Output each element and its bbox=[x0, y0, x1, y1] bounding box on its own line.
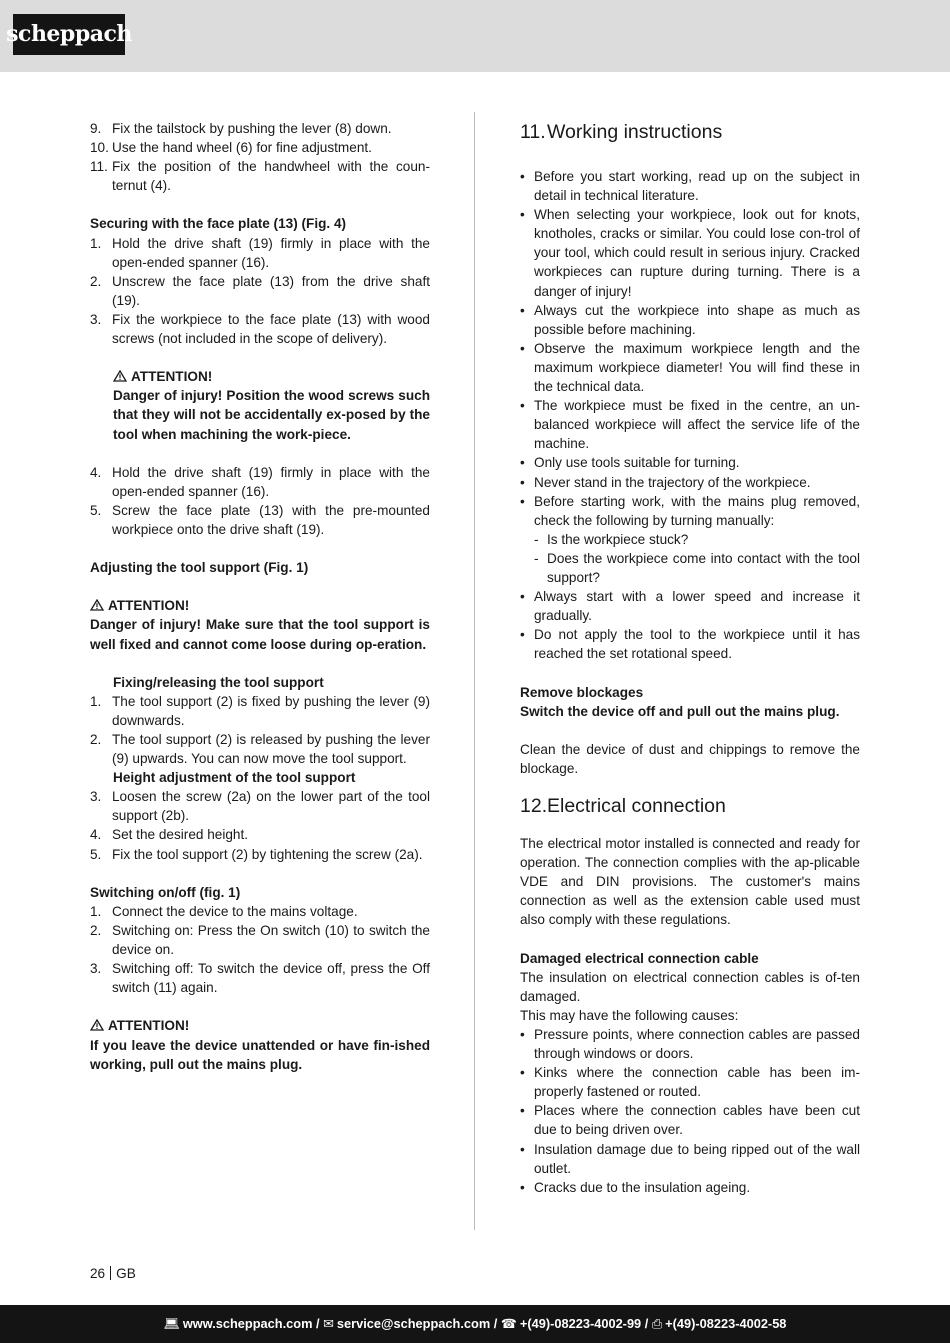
list-item: 5. Screw the face plate (13) with the pre-mounted workpiece onto the drive shaft (19). bbox=[90, 502, 430, 537]
list-item: 1. The tool support (2) is fixed by pushing the lever (9) downwards. bbox=[90, 693, 430, 728]
list-item: 2. Switching on: Press the On switch (10) to switch the device on. bbox=[90, 922, 430, 958]
bullet-item: • Insulation damage due to being ripped out of the wall outlet. bbox=[520, 1141, 860, 1176]
left-column bbox=[90, 119, 430, 1074]
section-11-heading: 11.Working instructions bbox=[520, 121, 723, 143]
warning-icon bbox=[90, 1019, 104, 1031]
faceplate-heading: Securing with the face plate (13) (Fig. 4) bbox=[90, 216, 347, 232]
bullet-item: • Cracks due to the insulation ageing. bbox=[520, 1179, 751, 1195]
sub-bullet-item: - Does the workpiece come into contact with the tool support? bbox=[534, 550, 860, 585]
bullet-item: • Do not apply the tool to the workpiece until it has reached the set rotational speed. bbox=[520, 627, 860, 662]
bullet-item: • Before you start working, read up on the subject in detail in technical literature. bbox=[520, 169, 860, 204]
bullet-item: • Never stand in the trajectory of the workpiece. bbox=[520, 474, 811, 490]
list-item: 4. Set the desired height. bbox=[90, 827, 249, 843]
warning-icon bbox=[90, 599, 104, 611]
footer-email-link[interactable]: service@scheppach.com bbox=[336, 1316, 491, 1332]
toolsupport-heading: Adjusting the tool support (Fig. 1) bbox=[90, 560, 309, 576]
list-item: 4. Hold the drive shaft (19) firmly in place with the open-ended spanner (16). bbox=[90, 464, 430, 499]
fixing-heading: Fixing/releasing the tool support bbox=[113, 674, 324, 690]
page-number: 26 GB bbox=[90, 1266, 136, 1281]
attention-box bbox=[90, 367, 430, 443]
switching-heading: Switching on/off (fig. 1) bbox=[90, 884, 241, 900]
column-divider bbox=[474, 112, 475, 1230]
page-header bbox=[0, 0, 950, 72]
attention-title: ATTENTION! bbox=[108, 598, 190, 614]
cable-causes-intro: This may have the following causes: bbox=[520, 1007, 739, 1023]
bullet-item: • Before starting work, with the mains plug removed, check the following by turning manually: bbox=[520, 493, 860, 528]
brand-logo[interactable]: scheppach bbox=[13, 14, 125, 55]
list-item: 1. Hold the drive shaft (19) firmly in place with the open-ended spanner (16). bbox=[90, 235, 430, 270]
bullet-item: • The workpiece must be fixed in the centre, an un-balanced workpiece will affect the service life of the machine. bbox=[520, 398, 860, 452]
computer-icon: 💻︎ bbox=[163, 1316, 180, 1332]
sub-bullet-item: - Is the workpiece stuck? bbox=[534, 531, 689, 547]
list-item: 2. Unscrew the face plate (13) from the drive shaft (19). bbox=[90, 273, 430, 308]
mail-icon: ✉︎ bbox=[323, 1316, 334, 1332]
section-12-heading: 12.Electrical connection bbox=[520, 795, 726, 817]
list-item: 3. Loosen the screw (2a) on the lower part of the tool support (2b). bbox=[90, 789, 430, 824]
list-item: 11. Fix the position of the handwheel with the coun-ternut (4). bbox=[90, 159, 430, 194]
footer-fax: +(49)-08223-4002-58 bbox=[665, 1316, 787, 1332]
list-item: 3. Switching off: To switch the device off, press the Off switch (11) again. bbox=[90, 961, 430, 996]
list-item: 2. The tool support (2) is released by pushing the lever (9) upwards. You can now move the tool support. bbox=[90, 732, 430, 767]
attention-text: Danger of injury! Position the wood screws such that they will not be accidentally ex-posed by the tool when machining the work-piece. bbox=[113, 388, 430, 442]
height-heading: Height adjustment of the tool support bbox=[113, 770, 356, 786]
cable-text: The insulation on electrical connection cables is of-ten damaged. bbox=[520, 969, 860, 1004]
list-item: 10. Use the hand wheel (6) for fine adjustment. bbox=[90, 140, 372, 156]
attention-title: ATTENTION! bbox=[108, 1018, 190, 1034]
blockage-text: Clean the device of dust and chippings to remove the blockage. bbox=[520, 741, 860, 776]
blockage-warning: Switch the device off and pull out the mains plug. bbox=[520, 703, 840, 719]
cable-heading: Damaged electrical connection cable bbox=[520, 950, 759, 966]
footer-web-link[interactable]: www.scheppach.com bbox=[182, 1316, 313, 1332]
bullet-item: • Only use tools suitable for turning. bbox=[520, 455, 740, 471]
page-footer: 💻︎ www.scheppach.com / ✉︎ service@scheppach.com / ☎︎ +(49)-08223-4002-99 / ⎙ +(49)-08223-4002-58 bbox=[0, 1305, 950, 1343]
list-item: 9. Fix the tailstock by pushing the lever (8) down. bbox=[90, 121, 392, 136]
list-item: 1. Connect the device to the mains voltage. bbox=[90, 903, 358, 919]
footer-phone[interactable]: +(49)-08223-4002-99 bbox=[519, 1316, 642, 1332]
bullet-item: • Always start with a lower speed and increase it gradually. bbox=[520, 589, 860, 624]
attention-text: If you leave the device unattended or have fin-ished working, pull out the mains plug. bbox=[90, 1037, 430, 1072]
right-column bbox=[520, 119, 860, 1197]
bullet-item: • Always cut the workpiece into shape as much as possible before machining. bbox=[520, 302, 860, 337]
bullet-item: • Kinks where the connection cable has been im-properly fastened or routed. bbox=[520, 1065, 860, 1100]
list-item: 5. Fix the tool support (2) by tightening the screw (2a). bbox=[90, 846, 423, 862]
electrical-text: The electrical motor installed is connected and ready for operation. The connection complies with the ap-plicable VDE and DIN provisions. The customer's mains connection as well as the extension cable used must also comply with these regulations. bbox=[520, 836, 860, 928]
attention-title: ATTENTION! bbox=[131, 369, 213, 385]
list-item: 3. Fix the workpiece to the face plate (13) with wood screws (not included in the scope of delivery). bbox=[90, 311, 430, 347]
bullet-item: • Places where the connection cables have been cut due to being driven over. bbox=[520, 1103, 860, 1138]
bullet-item: • Pressure points, where connection cables are passed through windows or doors. bbox=[520, 1026, 860, 1062]
attention-text: Danger of injury! Make sure that the tool support is well fixed and cannot come loose during op-eration. bbox=[90, 617, 430, 652]
bullet-item: • Observe the maximum workpiece length and the maximum workpiece diameter! You will find these in the technical data. bbox=[520, 340, 860, 395]
blockage-heading: Remove blockages bbox=[520, 684, 644, 700]
phone-icon: ☎︎ bbox=[500, 1316, 517, 1332]
bullet-item: • When selecting your workpiece, look out for knots, knotholes, cracks or similar. You could lose con-trol of your tool, which could result in serious injury. Cracked workpieces can rupture during turning. There is a danger of injury! bbox=[520, 207, 860, 299]
fax-icon: ⎙ bbox=[651, 1316, 663, 1332]
warning-icon bbox=[113, 370, 127, 382]
